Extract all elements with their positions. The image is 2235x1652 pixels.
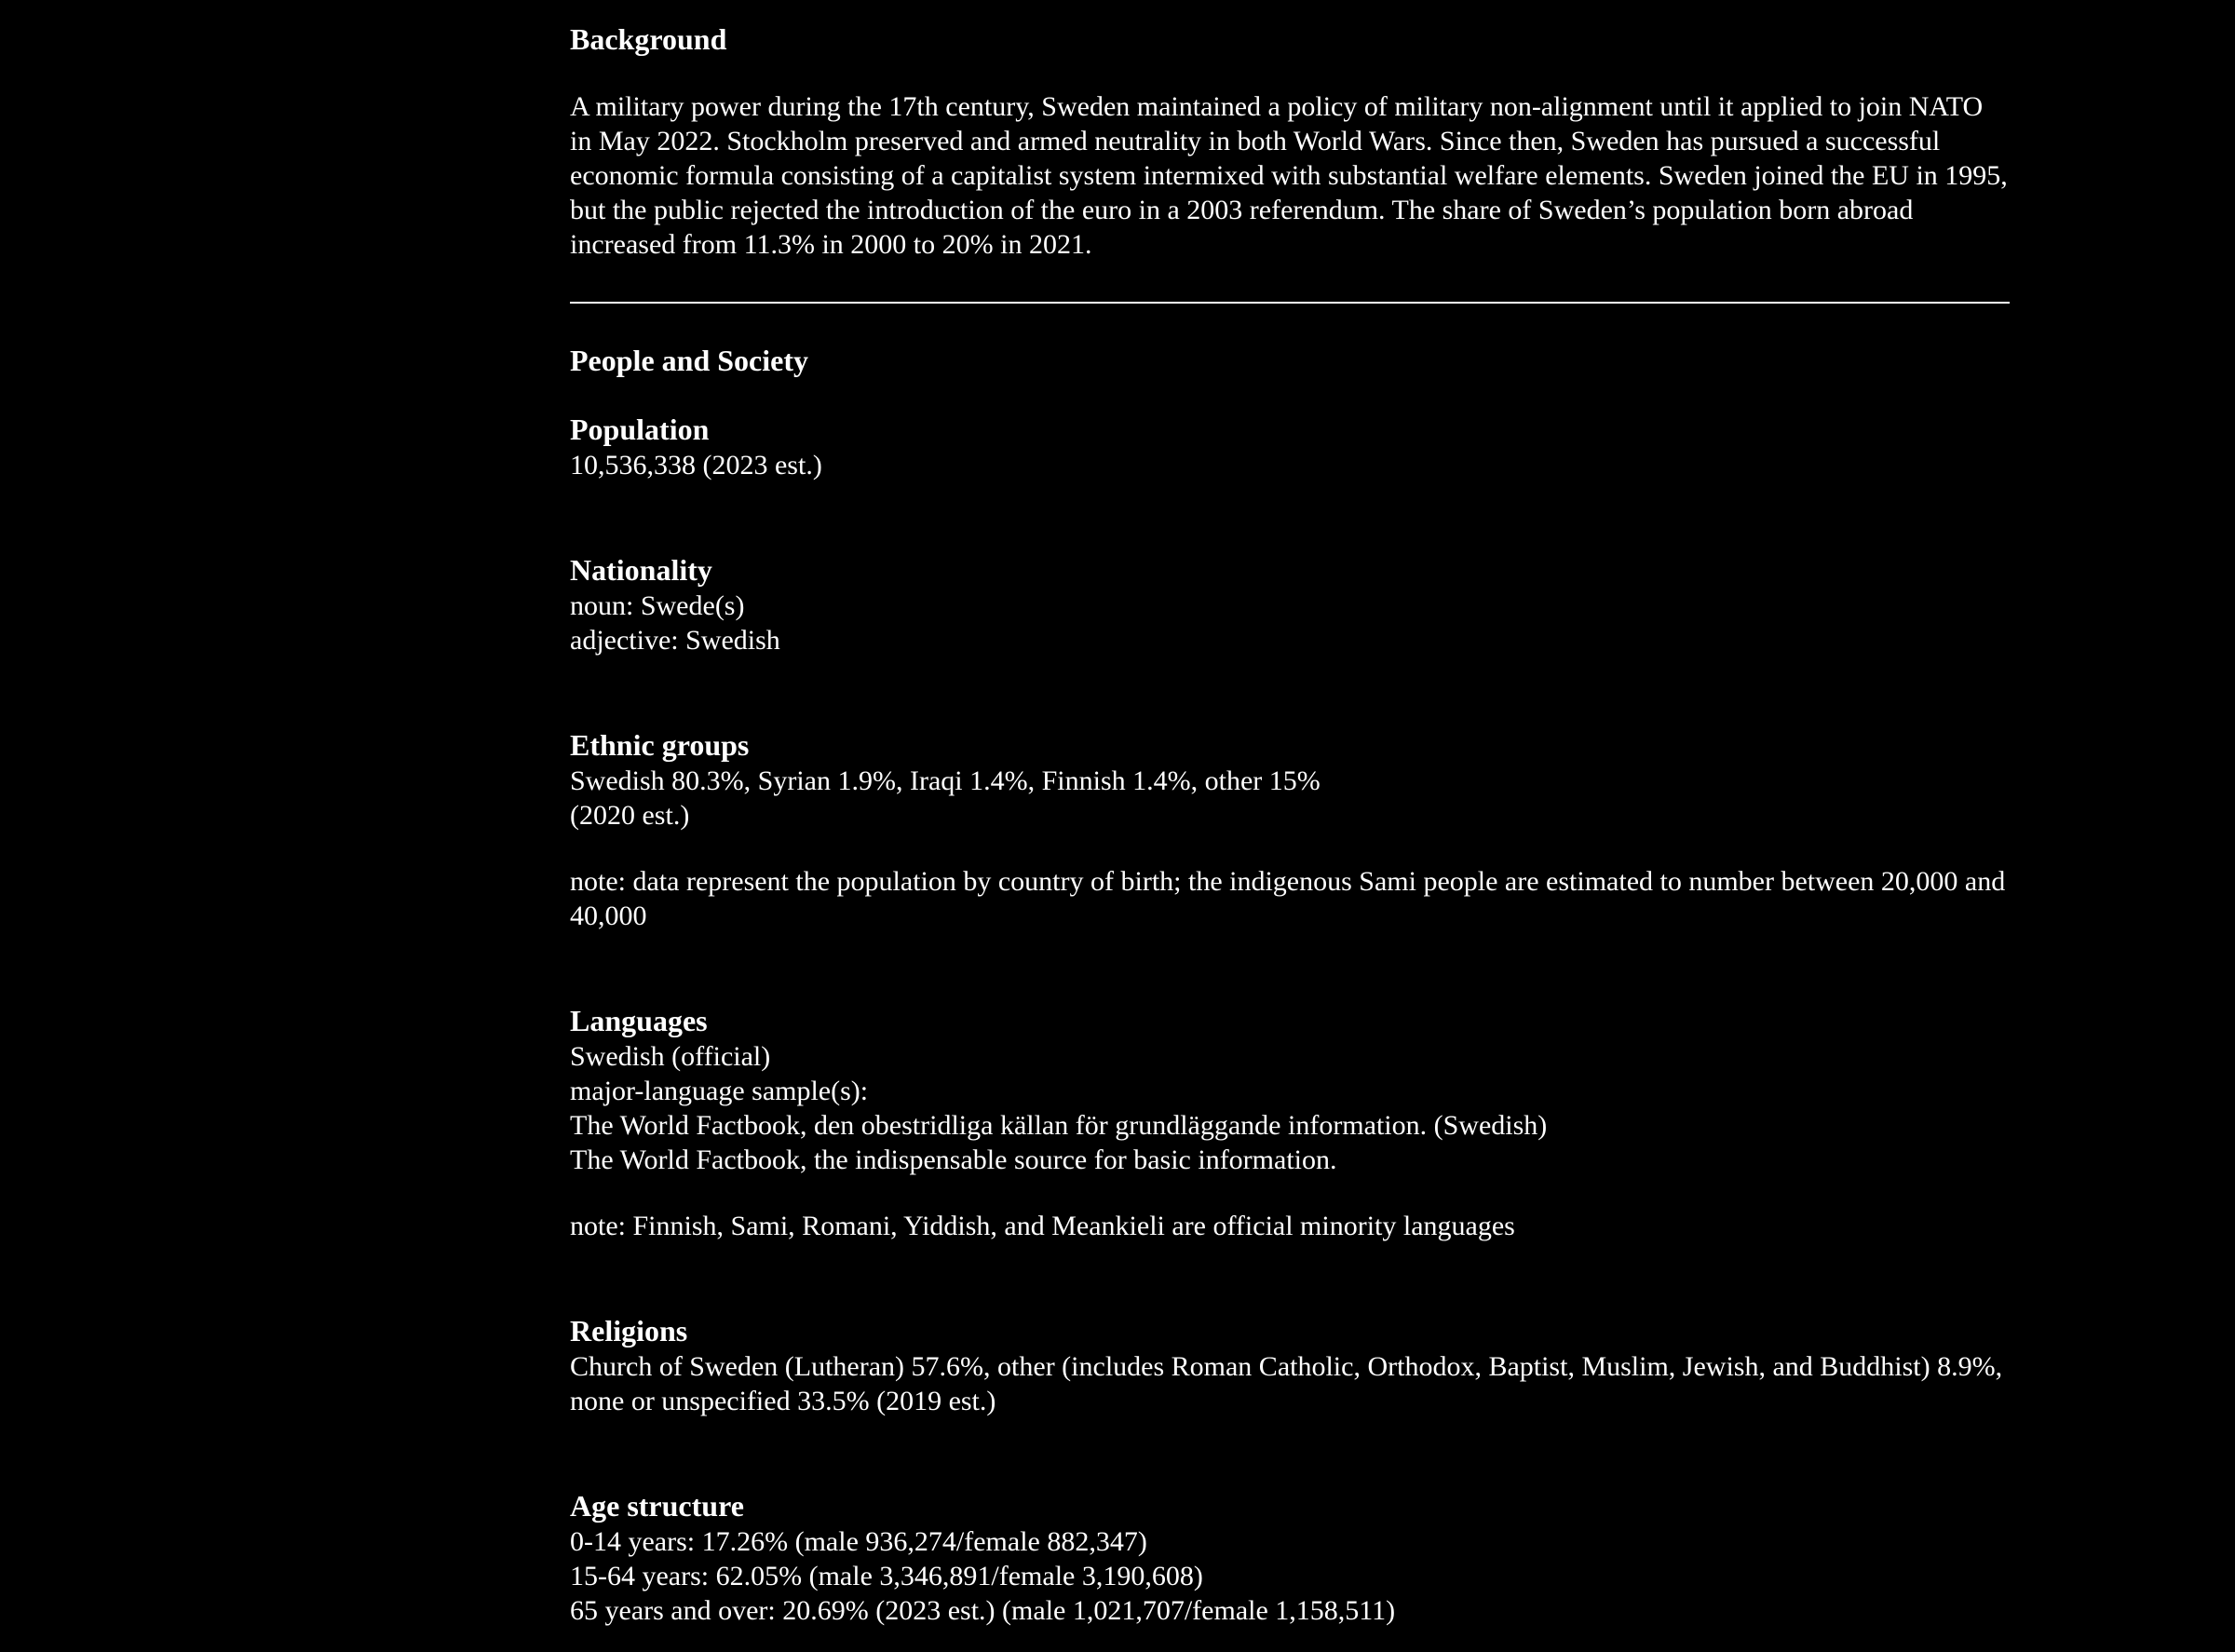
population-value: 10,536,338 (2023 est.) xyxy=(570,450,822,481)
age-structure-block xyxy=(570,1487,2012,1628)
age-band-15-64: 15-64 years: 62.05% (male 3,346,891/female 3,190,608) xyxy=(570,1561,1203,1591)
religions-heading: Religions xyxy=(570,1314,688,1347)
nationality-adjective: adjective: Swedish xyxy=(570,625,780,656)
languages-sample-label: major-language sample(s): xyxy=(570,1076,869,1106)
population-heading: Population xyxy=(570,413,710,446)
factbook-content xyxy=(570,20,2012,1628)
languages-official: Swedish (official) xyxy=(570,1041,771,1072)
people-and-society-section xyxy=(570,342,2012,1628)
population-block xyxy=(570,411,2012,482)
age-structure-heading: Age structure xyxy=(570,1489,744,1523)
nationality-heading: Nationality xyxy=(570,553,712,587)
background-heading: Background xyxy=(570,22,727,56)
background-section xyxy=(570,20,2012,262)
languages-sample-english: The World Factbook, the indispensable source for basic information. xyxy=(570,1144,1337,1175)
religions-value: Church of Sweden (Lutheran) 57.6%, other (includes Roman Catholic, Orthodox, Baptist, Muslim, Jewish, and Buddhist) 8.9%, none or unspecified 33.5% (2019 est.) xyxy=(570,1351,2003,1416)
languages-sample-swedish: The World Factbook, den obestridliga källan för grundläggande information. (Swedish) xyxy=(570,1110,1548,1141)
ethnic-groups-heading: Ethnic groups xyxy=(570,728,750,762)
languages-block xyxy=(570,1002,2012,1243)
background-text: A military power during the 17th century, Sweden maintained a policy of military non-alignment until it applied to join NATO in May 2022. Stockholm preserved and armed neutrality in both World Wars. Since then, Sweden has pursued a successful economic formula consisting of a capitalist system intermixed with substantial welfare elements. Sweden joined the EU in 1995, but the public rejected the introduction of the euro in a 2003 referendum. The share of Sweden’s population born abroad increased from 11.3% in 2000 to 20% in 2021. xyxy=(570,91,2008,260)
ethnic-groups-value: Swedish 80.3%, Syrian 1.9%, Iraqi 1.4%, Finnish 1.4%, other 15% xyxy=(570,765,1321,796)
ethnic-groups-note: note: data represent the population by country of birth; the indigenous Sami people are estimated to number between 20,000 and 40,000 xyxy=(570,866,2006,931)
languages-note: note: Finnish, Sami, Romani, Yiddish, and Meankieli are official minority languages xyxy=(570,1211,1515,1241)
people-and-society-heading: People and Society xyxy=(570,344,808,377)
ethnic-groups-year: (2020 est.) xyxy=(570,800,690,831)
ethnic-groups-block xyxy=(570,726,2012,933)
age-band-0-14: 0-14 years: 17.26% (male 936,274/female 882,347) xyxy=(570,1526,1147,1557)
age-band-65-over: 65 years and over: 20.69% (2023 est.) (male 1,021,707/female 1,158,511) xyxy=(570,1595,1396,1626)
section-divider xyxy=(570,302,2010,304)
languages-heading: Languages xyxy=(570,1004,708,1037)
nationality-noun: noun: Swede(s) xyxy=(570,590,745,621)
nationality-block xyxy=(570,551,2012,657)
religions-block xyxy=(570,1312,2012,1418)
